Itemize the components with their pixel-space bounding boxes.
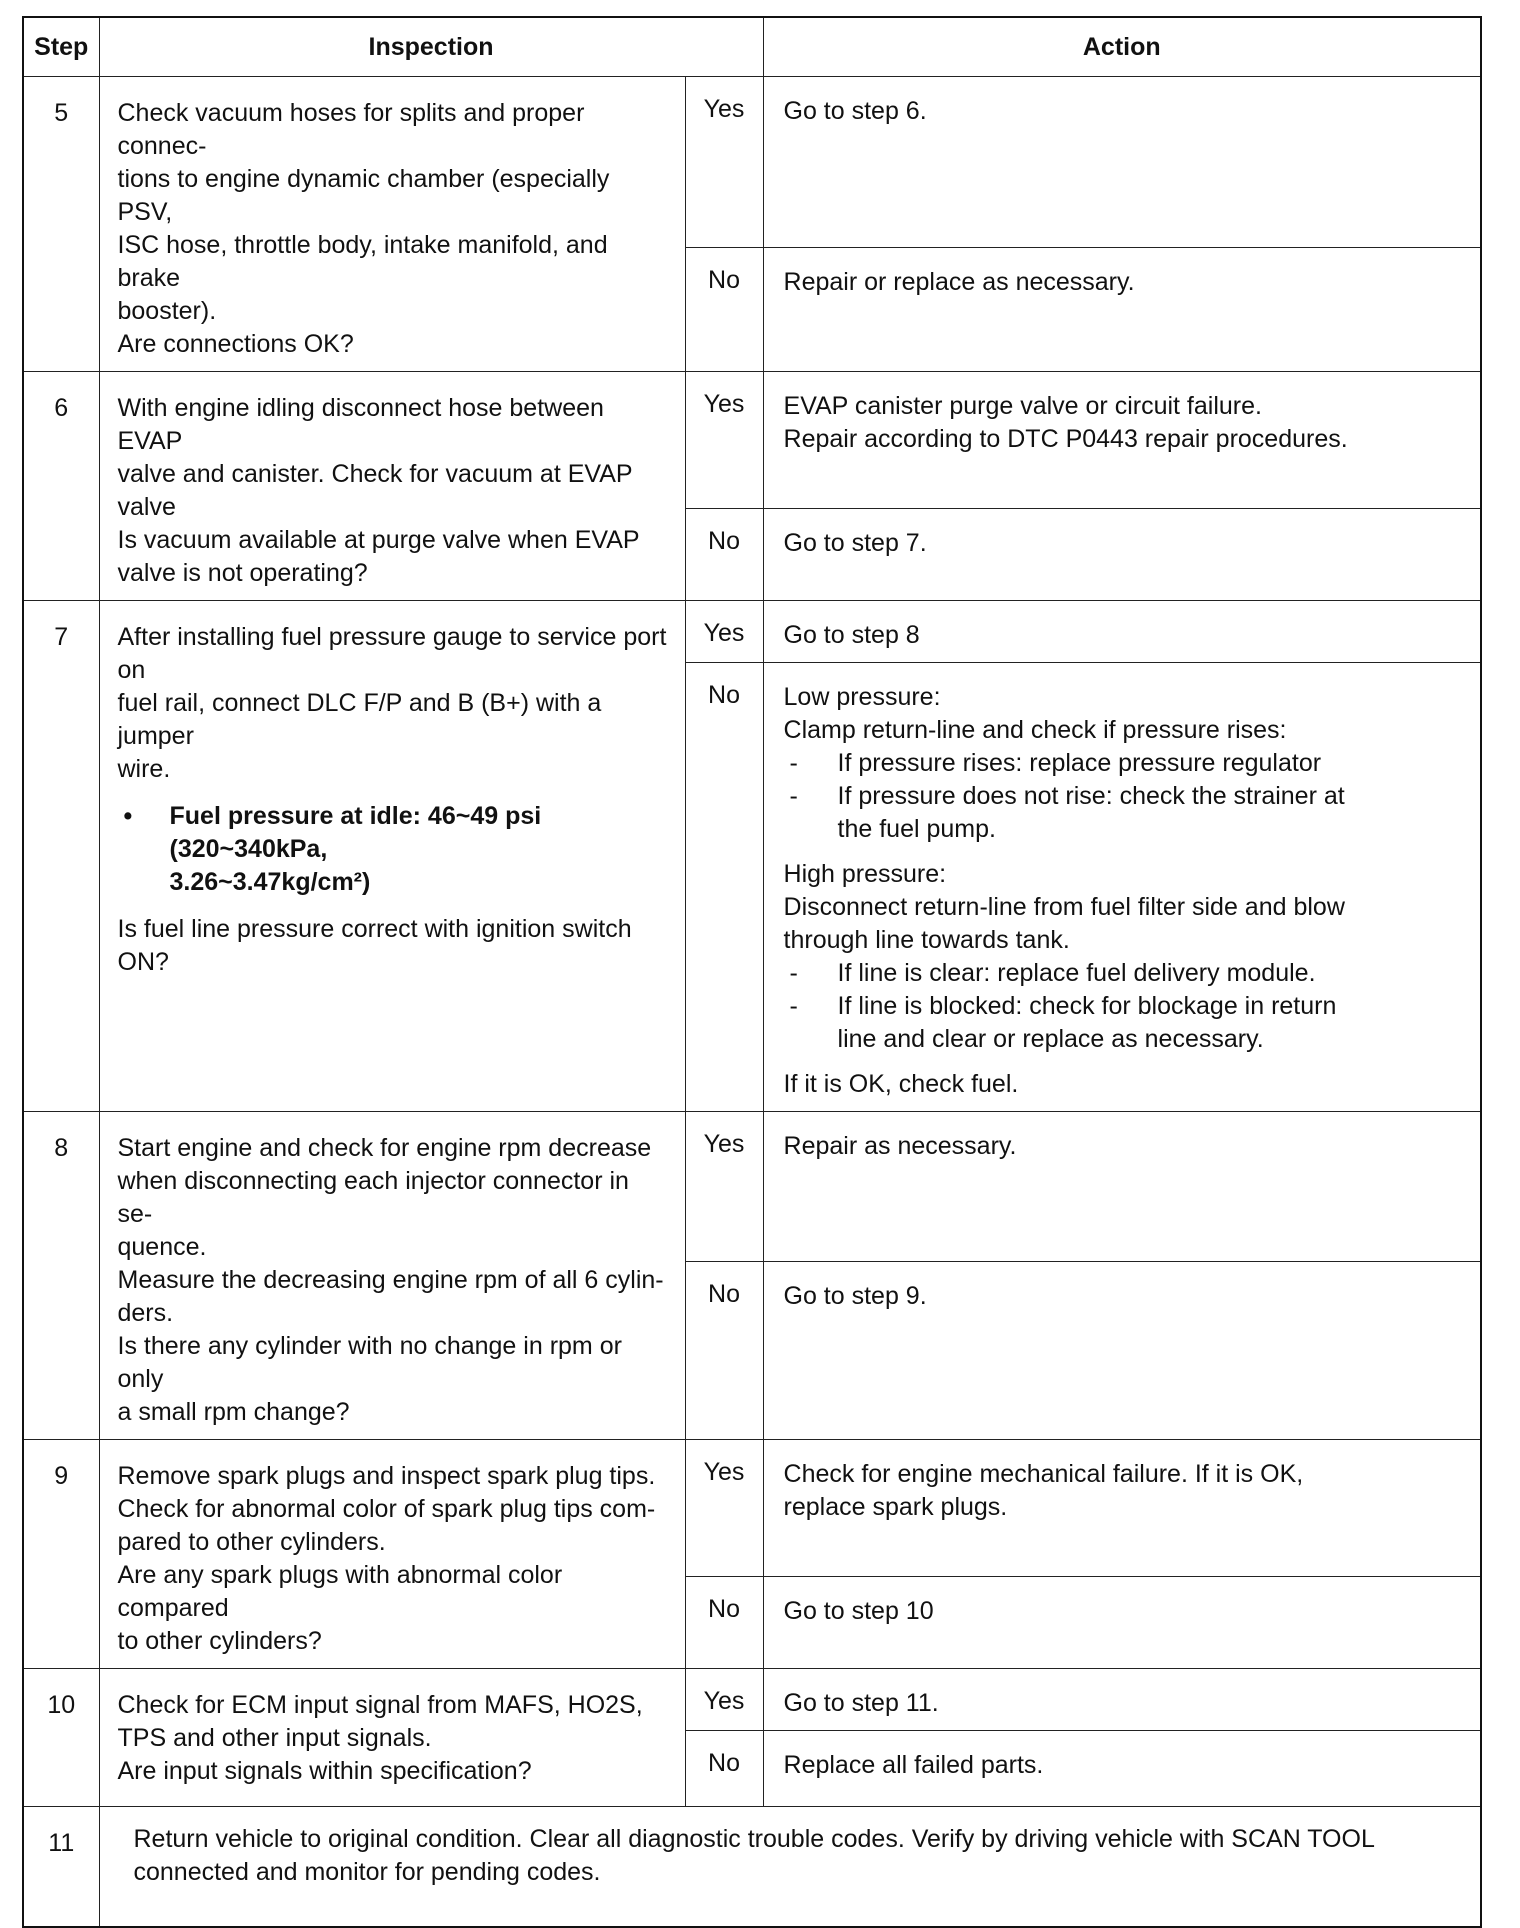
yes-label: Yes [685,77,763,248]
item-line: If pressure rises: replace pressure regulator [837,749,1322,777]
step-11-row [23,1807,1481,1928]
high-pressure-item [784,990,1471,1056]
inspection-line: With engine idling disconnect hose between EVAP [117,394,604,455]
no-label: No [685,1577,763,1669]
step-number: 10 [23,1669,99,1807]
no-action [763,1577,1481,1669]
dash-mark: - [789,749,798,777]
inspection-text [99,1669,685,1807]
no-label: No [685,1262,763,1440]
action-line: Go to step 8 [783,621,920,649]
item-line: the fuel pump. [837,815,996,843]
high-pressure-title: High pressure: [783,860,947,888]
action-line: Go to step 11. [783,1689,939,1717]
bullet-mark: • [123,802,133,830]
header-step: Step [23,17,99,77]
inspection-text [99,1440,685,1669]
inspection-line: to other cylinders? [117,1627,322,1655]
header-action: Action [763,17,1481,77]
yes-action [763,77,1481,248]
no-action [763,248,1481,372]
step-number: 11 [23,1807,99,1928]
inspection-line: Check for ECM input signal from MAFS, HO2S, [117,1691,643,1719]
dash-mark: - [789,959,798,987]
inspection-question: Is fuel line pressure correct with ignition switch ON? [117,915,632,976]
yes-action [763,1669,1481,1731]
inspection-line: wire. [117,755,171,783]
spec-bullet [118,800,669,899]
yes-label: Yes [685,1440,763,1577]
step-number: 7 [23,601,99,1112]
no-action [763,509,1481,601]
step-number: 5 [23,77,99,372]
low-pressure-item [784,747,1471,780]
high-pressure-line: Disconnect return-line from fuel filter side and blow [783,893,1345,921]
spacer [784,846,1471,858]
action-line: Go to step 10 [783,1597,934,1625]
high-pressure-line: through line towards tank. [783,926,1070,954]
yes-action [763,1440,1481,1577]
action-line: Replace all failed parts. [783,1751,1044,1779]
inspection-line: tions to engine dynamic chamber (especially PSV, [117,165,610,226]
inspection-line: TPS and other input signals. [117,1724,432,1752]
spacer [784,1056,1471,1068]
inspection-text [99,372,685,601]
action-line: Repair or replace as necessary. [783,268,1135,296]
low-pressure-title: Low pressure: [783,683,941,711]
action-line: replace spark plugs. [783,1493,1008,1521]
inspection-line: pared to other cylinders. [117,1528,386,1556]
spec-line: 3.26~3.47kg/cm²) [169,868,371,896]
item-text [838,990,1337,1056]
action-line: EVAP canister purge valve or circuit failure. [783,392,1262,420]
step-7-yes-row [23,601,1481,663]
inspection-line: when disconnecting each injector connector in se- [117,1167,629,1228]
inspection-line: booster). [117,297,217,325]
action-line: Go to step 6. [783,97,927,125]
item-line: If pressure does not rise: check the strainer at [837,782,1345,810]
yes-label: Yes [685,601,763,663]
inspection-line: Remove spark plugs and inspect spark plug tips. [117,1462,656,1490]
step-5-yes-row [23,77,1481,248]
no-label: No [685,509,763,601]
header-row [23,17,1481,77]
low-pressure-item [784,780,1471,846]
inspection-line: ders. [117,1299,174,1327]
inspection-text [99,1112,685,1440]
item-text [838,747,1322,780]
no-action [763,1262,1481,1440]
item-line: If line is clear: replace fuel delivery module. [837,959,1316,987]
inspection-text [99,601,685,1112]
final-instruction [99,1807,1481,1928]
no-label: No [685,663,763,1112]
yes-label: Yes [685,1669,763,1731]
final-line: connected and monitor for pending codes. [133,1858,601,1886]
action-line: Repair according to DTC P0443 repair procedures. [783,425,1348,453]
no-action [763,1731,1481,1807]
inspection-line: Check for abnormal color of spark plug tips com- [117,1495,656,1523]
high-pressure-item [784,957,1471,990]
spec-text [170,800,669,899]
step-number: 8 [23,1112,99,1440]
inspection-line: After installing fuel pressure gauge to service port on [117,623,667,684]
inspection-line: valve is not operating? [117,559,368,587]
inspection-line: Are input signals within specification? [117,1757,532,1785]
item-line: line and clear or replace as necessary. [837,1025,1264,1053]
inspection-line: Are any spark plugs with abnormal color compared [117,1561,563,1622]
diagnostic-table [22,16,1482,1928]
item-line: If line is blocked: check for blockage in return [837,992,1337,1020]
step-number: 6 [23,372,99,601]
header-inspection: Inspection [99,17,763,77]
no-label: No [685,248,763,372]
action-line: Repair as necessary. [783,1132,1017,1160]
step-8-yes-row [23,1112,1481,1262]
action-line: Go to step 9. [783,1282,927,1310]
low-pressure-line: Clamp return-line and check if pressure rises: [783,716,1287,744]
yes-action [763,601,1481,663]
inspection-line: Is there any cylinder with no change in rpm or only [117,1332,622,1393]
action-line: Go to step 7. [783,529,927,557]
inspection-line: a small rpm change? [117,1398,350,1426]
yes-label: Yes [685,372,763,509]
inspection-line: valve [117,493,176,521]
item-text [838,780,1345,846]
inspection-line: valve and canister. Check for vacuum at EVAP [117,460,633,488]
dash-mark: - [789,782,798,810]
inspection-text [99,77,685,372]
action-line: If it is OK, check fuel. [783,1070,1019,1098]
inspection-line: fuel rail, connect DLC F/P and B (B+) with a jumper [117,689,602,750]
step-number: 9 [23,1440,99,1669]
yes-label: Yes [685,1112,763,1262]
inspection-line: quence. [117,1233,207,1261]
step-9-yes-row [23,1440,1481,1577]
yes-action [763,372,1481,509]
action-line: Check for engine mechanical failure. If it is OK, [783,1460,1304,1488]
inspection-line: Are connections OK? [117,330,354,358]
inspection-line: Measure the decreasing engine rpm of all 6 cylin- [117,1266,664,1294]
inspection-line: Is vacuum available at purge valve when EVAP [117,526,640,554]
no-action [763,663,1481,1112]
inspection-line: Start engine and check for engine rpm decrease [117,1134,652,1162]
final-line: Return vehicle to original condition. Clear all diagnostic trouble codes. Verify by driving vehicle with SCAN TOOL [133,1825,1375,1853]
no-label: No [685,1731,763,1807]
spec-line: Fuel pressure at idle: 46~49 psi (320~340kPa, [169,802,542,863]
inspection-line: ISC hose, throttle body, intake manifold, and brake [117,231,608,292]
item-text [838,957,1316,990]
step-10-yes-row [23,1669,1481,1731]
step-6-yes-row [23,372,1481,509]
dash-mark: - [789,992,798,1020]
yes-action [763,1112,1481,1262]
inspection-line: Check vacuum hoses for splits and proper connec- [117,99,585,160]
